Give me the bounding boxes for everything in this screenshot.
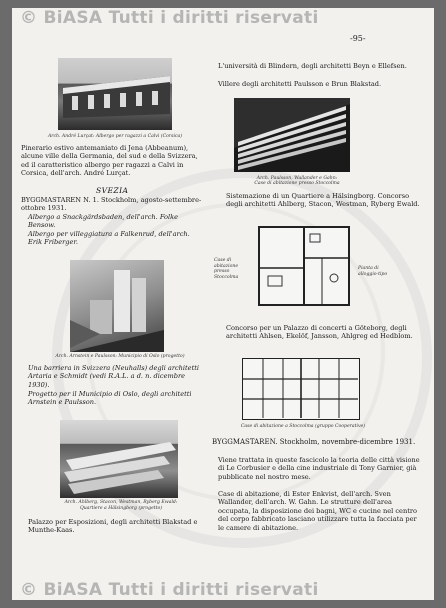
para-palazzo-esposizioni: Palazzo per Esposizioni, degli architetti Blakstad e Munthe-Kaas. [28,518,198,535]
photo-oslo-drawing [70,260,164,352]
caption-stockholm-a: Arch. Paulsson, Wallander e Gahn: [256,176,338,181]
para-barriera: Una barriera in Svizzera (Neuhalls) degli architetti Artaria e Schmidt (vedi R.A.L. a d. n. dicembre 1930). [28,364,199,389]
watermark-top: © BiASA Tutti i diritti riservati [20,8,319,28]
caption-halsingborg-b: Quartiere a Hälsingborg (progetto) [79,506,163,511]
para-falkenrud: Albergo per villeggiatura a Falkenrud, dell'arch. Erik Friberger. [28,230,190,247]
para-byggmastaren-2: BYGGMASTAREN. Stockholm, novembre-dicembre 1931. [212,438,416,446]
plan-cooperative-drawing [243,359,358,418]
para-le-corbusier: Viene trattata in queste fascicolo la teoria delle città visione di Le Corbusier e della cine industriale di Tony Garnier, già pubblicate nel nostro mese. [218,456,420,481]
heading-svezia: SVEZIA [96,186,129,195]
page-number: -95- [350,34,366,43]
caption-stockholm-b: Case di abitazione presso Stoccolma [254,181,340,186]
caption-halsingborg-a: Arch. Ahlberg, Stacon, Westman, Ryberg Ewald: [64,500,178,505]
floor-plan-alloggio [258,226,350,306]
plan-cooperative [242,358,360,420]
para-byggmastaren-1: BYGGMASTAREN N. 1. Stockholm, agosto-settembre-ottobre 1931. [21,196,202,213]
para-quartiere-halsingborg: Sistemazione di un Quartiere a Hälsingborg. Concorso degli architetti Ahlberg, Stacon, Westman, Ryberg Ewald. [226,192,420,209]
para-blindern: L'università di Blindern, degli architetti Beyn e Ellefsen. [218,62,407,70]
watermark-bottom: © BiASA Tutti i diritti riservati [20,580,319,600]
photo-hotel-calvi [58,58,172,130]
para-villere: Villere degli architetti Paulsson e Brun Blakstad. [218,80,382,88]
photo-oslo-municipio [70,260,164,352]
document-page [12,8,434,600]
floor-plan-drawing [260,228,348,304]
photo-halsingborg-drawing [60,420,178,498]
para-oslo-progetto: Progetto per il Municipio di Oslo, degli architetti Arnstein e Paulsson. [28,390,192,407]
photo-halsingborg [60,420,178,498]
plan-label-left: Case di abitazione presso Stoccolma [214,258,239,280]
photo-stockholm-drawing [234,98,350,172]
para-snackgardsbaden: Albergo a Snackgärdsbaden, dell'arch. Folke Bensow. [28,213,179,230]
para-lurcat: Pinerario estivo antemaniato di Jena (Abbeanum), alcune ville della Germania, del sud e della Svizzera, ed il caratteristico albergo per ragazzi a Calvi in Corsica, dell'arch. André Lurçat. [21,144,198,178]
photo-stockholm-housing [234,98,350,172]
plan-label-right: Pianta di alloggio-tipo [358,266,388,277]
photo-hotel-calvi-drawing [58,58,172,130]
caption-oslo: Arch. Arnstein e Paulsson: Municipio di Oslo (progetto) [55,354,185,359]
para-case-abitazione: Case di abitazione, di Ester Enkvist, dell'arch. Sven Wallander, dell'arch. W. Gahn. Le strutture dell'area occupata, la disposizione dei bagni, WC e cucine nel centro del corpo fabbricato lasciano utilizzare tutta la facciata per le camere di abitazione. [218,490,417,532]
para-goteborg: Concorso per un Palazzo di concerti a Göteborg, degli architetti Ahlsen, Ekelöf, Jansson, Ahlgreg ed Hedblom. [226,324,413,341]
caption-cooperative: Case di abitazione a Stoccolma (gruppo Cooperative) [240,424,366,429]
caption-calvi: Arch. André Lurçat: Albergo per ragazzi a Calvi (Corsica) [47,134,183,139]
